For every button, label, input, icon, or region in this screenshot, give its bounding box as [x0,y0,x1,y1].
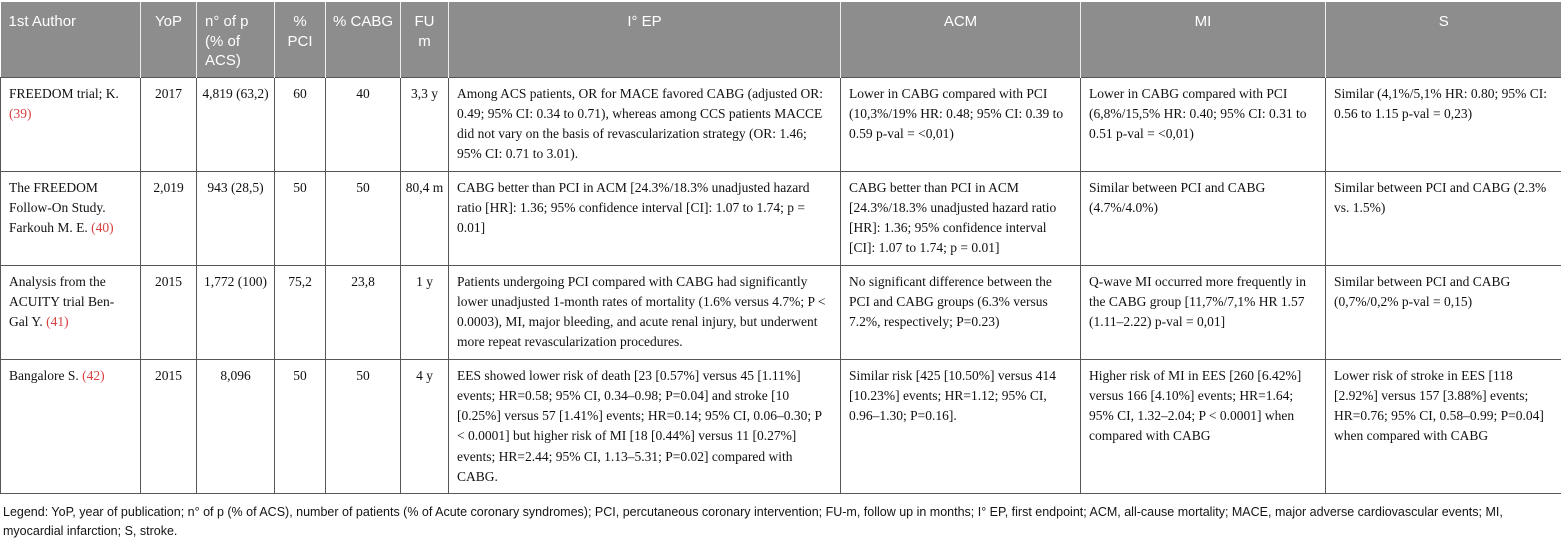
table-row [1,77,1561,171]
cell-first-author [1,77,141,171]
table-legend: Legend: YoP, year of publication; n° of p (% of ACS), number of patients (% of Acute coronary syndromes); PCI, percutaneous coronary intervention; FU-m, follow up in months; I° EP, first endpoint; ACM, all-cause mortality; MACE, major adverse cardiovascular events; MI, myocardial infarction; S, stroke. [3,505,1503,539]
cell-acm: CABG better than PCI in ACM [24.3%/18.3% unadjusted hazard ratio [HR]: 1.36; 95% confidence interval [CI]: 1.07 to 1.74; p = 0.01] [841,171,1081,265]
cell-pct-pci: 50 [275,359,326,494]
cell-stroke: Similar (4,1%/5,1% HR: 0.80; 95% CI: 0.56 to 1.15 p-val = 0,23) [1326,77,1561,171]
cell-n-of-p: 1,772 (100) [197,265,275,359]
col-header-pct-cabg: % CABG [326,2,401,77]
cell-acm: Similar risk [425 [10.50%] versus 414 [10.23%] events; HR=1.12; 95% CI, 0.96–1.30; P=0.16]. [841,359,1081,494]
cell-first-author [1,265,141,359]
author-text: Bangalore S. [9,367,79,383]
cell-acm: Lower in CABG compared with PCI (10,3%/19% HR: 0.48; 95% CI: 0.39 to 0.59 p-val = <0,01) [841,77,1081,171]
cell-pct-cabg: 23,8 [326,265,401,359]
cell-mi: Similar between PCI and CABG (4.7%/4.0%) [1081,171,1326,265]
cell-mi: Q-wave MI occurred more frequently in the CABG group [11,7%/7,1% HR 1.57 (1.11–2.22) p-val = 0,01] [1081,265,1326,359]
cell-acm: No significant difference between the PCI and CABG groups (6.3% versus 7.2%, respectively; P=0.23) [841,265,1081,359]
cell-yop: 2,019 [141,171,197,265]
cell-n-of-p: 4,819 (63,2) [197,77,275,171]
cell-stroke: Lower risk of stroke in EES [118 [2.92%] versus 157 [3.88%] events; HR=0.76; 95% CI, 0.58–0.99; P=0.04] when compared with CABG [1326,359,1561,494]
col-header-n-of-p: n° of p (% of ACS) [197,2,275,77]
cell-first-author [1,359,141,494]
citation-link[interactable]: (39) [9,105,32,121]
cell-yop: 2015 [141,265,197,359]
author-text: Analysis from the ACUITY trial Ben-Gal Y. [9,273,115,329]
table-row [1,359,1561,494]
cell-yop: 2015 [141,359,197,494]
col-header-pct-pci: % PCI [275,2,326,77]
col-header-acm: ACM [841,2,1081,77]
cell-fu: 4 y [401,359,449,494]
citation-link[interactable]: (42) [82,367,105,383]
cell-pct-pci: 50 [275,171,326,265]
table-row [1,171,1561,265]
cell-yop: 2017 [141,77,197,171]
table-row [1,265,1561,359]
col-header-mi: MI [1081,2,1326,77]
cell-mi: Lower in CABG compared with PCI (6,8%/15,5% HR: 0.40; 95% CI: 0.31 to 0.51 p-val = <0,01) [1081,77,1326,171]
cell-primary-endpoint: Among ACS patients, OR for MACE favored CABG (adjusted OR: 0.49; 95% CI: 0.34 to 0.71), whereas among CCS patients MACCE did not vary on the basis of revascularization strategy (OR: 1.46; 95% CI: 0.71 to 3.01). [449,77,841,171]
cell-n-of-p: 943 (28,5) [197,171,275,265]
cell-stroke: Similar between PCI and CABG (2.3% vs. 1.5%) [1326,171,1561,265]
study-comparison-table [0,2,1561,494]
author-text: FREEDOM trial; K. [9,85,119,101]
cell-stroke: Similar between PCI and CABG (0,7%/0,2% p-val = 0,15) [1326,265,1561,359]
cell-pct-cabg: 40 [326,77,401,171]
cell-fu: 3,3 y [401,77,449,171]
col-header-primary-endpoint: I° EP [449,2,841,77]
cell-pct-cabg: 50 [326,359,401,494]
cell-fu: 1 y [401,265,449,359]
cell-pct-pci: 75,2 [275,265,326,359]
cell-primary-endpoint: CABG better than PCI in ACM [24.3%/18.3% unadjusted hazard ratio [HR]: 1.36; 95% confidence interval [CI]: 1.07 to 1.74; p = 0.01] [449,171,841,265]
col-header-stroke: S [1326,2,1561,77]
citation-link[interactable]: (41) [46,314,69,329]
cell-primary-endpoint: EES showed lower risk of death [23 [0.57%] versus 45 [1.11%] events; HR=0.58; 95% CI, 0.34–0.98; P=0.04] and stroke [10 [0.25%] versus 57 [1.41%] events; HR=0.14; 95% CI, 0.06–0.30; P < 0.0001] but higher risk of MI [18 [0.44%] versus 11 [0.27%] events; HR=2.44; 95% CI, 1.13–5.31; P=0.02] compared with CABG. [449,359,841,494]
col-header-yop: YoP [141,2,197,77]
header-row [1,2,1561,77]
cell-pct-cabg: 50 [326,171,401,265]
col-header-fu-m: FU m [401,2,449,77]
cell-primary-endpoint: Patients undergoing PCI compared with CABG had significantly lower unadjusted 1-month rates of mortality (1.6% versus 4.7%; P < 0.0003), MI, major bleeding, and acute renal injury, but underwent more repeat revascularization procedures. [449,265,841,359]
cell-n-of-p: 8,096 [197,359,275,494]
cell-first-author [1,171,141,265]
citation-link[interactable]: (40) [91,220,114,235]
cell-fu: 80,4 m [401,171,449,265]
cell-pct-pci: 60 [275,77,326,171]
cell-mi: Higher risk of MI in EES [260 [6.42%] versus 166 [4.10%] events; HR=1.64; 95% CI, 1.32–2.04; P < 0.0001] when compared with CABG [1081,359,1326,494]
col-header-first-author: 1st Author [1,2,141,77]
author-text: The FREEDOM Follow-On Study. Farkouh M. E. [9,179,106,235]
